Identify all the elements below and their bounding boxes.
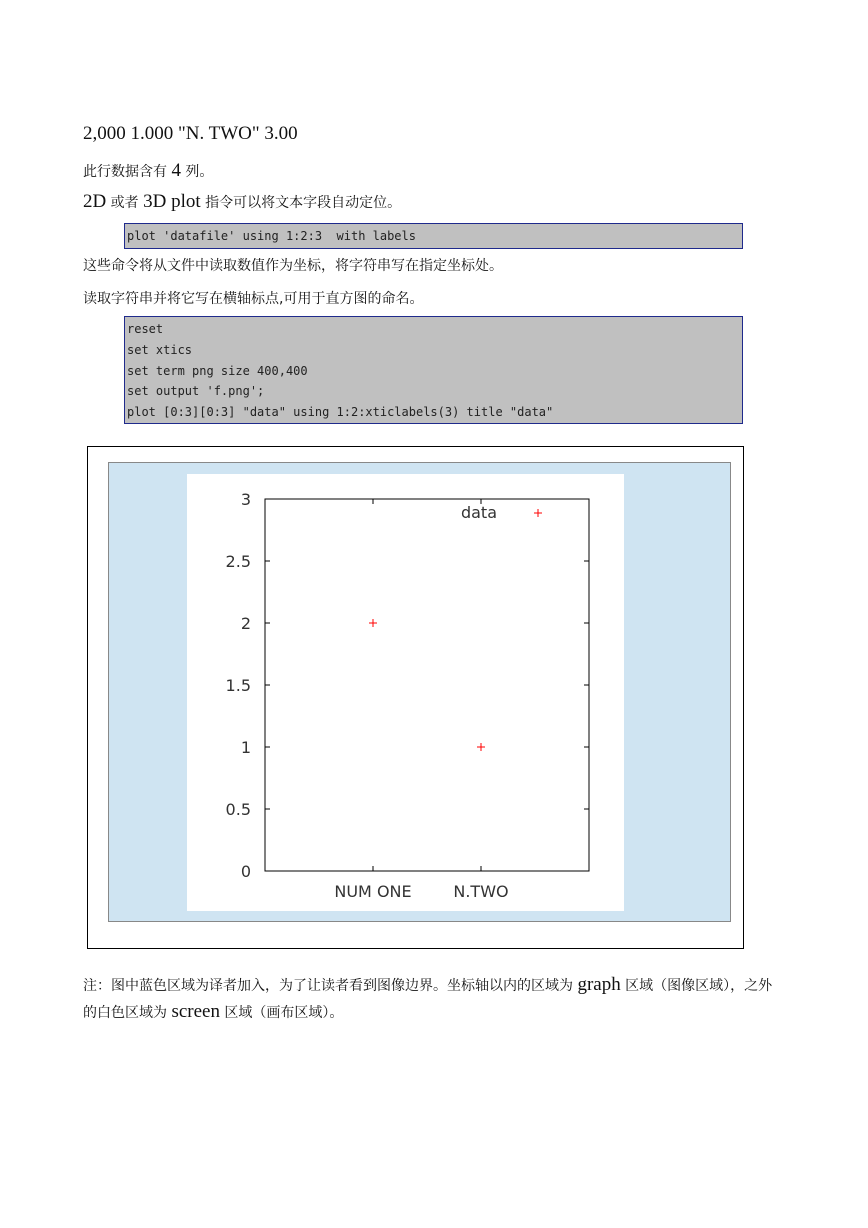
note-screen-word: screen [171, 1001, 220, 1022]
data-row-heading: 2,000 1.000 "N. TWO" 3.00 [83, 123, 298, 144]
paragraph-xticlabels: 读取字符串并将它写在横轴标点,可用于直方图的命名。 [83, 291, 424, 307]
para1-post: 列。 [180, 164, 214, 180]
code-block-xticlabels [124, 316, 743, 424]
paragraph-column-count [83, 160, 213, 182]
y-tick-label: 3 [240, 490, 251, 509]
code-line: plot [0:3][0:3] "data" using 1:2:xticlabels(3) title "data" [127, 405, 554, 420]
translator-note [83, 972, 773, 1026]
para2-rest: 指令可以将文本字段自动定位。 [200, 195, 402, 211]
legend-marker [534, 509, 542, 517]
code-block-labels [124, 223, 743, 249]
x-tick-label: N.TWO [453, 882, 509, 901]
paragraph-plot-commands [83, 191, 401, 213]
note-part1: 注：图中蓝色区域为译者加入，为了让读者看到图像边界。坐标轴以内的区域为 [83, 978, 578, 994]
code-line: set xtics [127, 342, 193, 357]
figure-blue-border-area [108, 462, 731, 922]
para2-3dplot: 3D plot [143, 191, 201, 212]
y-tick-label: 2.5 [225, 552, 251, 571]
scatter-chart [187, 474, 624, 911]
note-part3: 区域（画布区域）。 [219, 1005, 344, 1021]
note-part2: 区域（图像区域），之外的白色区域为 [83, 978, 773, 1021]
para2-2d: 2D [83, 191, 107, 212]
para2-or: 或者 [106, 195, 144, 211]
legend-label: data [460, 503, 497, 522]
code-line: set term png size 400,400 [127, 363, 308, 378]
y-tick-label: 0.5 [225, 800, 251, 819]
code-line: plot 'datafile' using 1:2:3 with labels [127, 229, 416, 243]
data-point [477, 743, 485, 751]
x-tick-label: NUM ONE [334, 882, 412, 901]
plot-border [265, 499, 589, 871]
code-line: set output 'f.png'; [127, 384, 265, 399]
figure-frame [87, 446, 744, 949]
para1-number: 4 [171, 160, 181, 181]
data-point [369, 619, 377, 627]
code-line: reset [127, 322, 164, 336]
y-tick-label: 0 [240, 862, 251, 881]
screen-area [187, 474, 624, 911]
para1-pre: 此行数据含有 [83, 164, 172, 180]
y-tick-label: 1.5 [225, 676, 251, 695]
paragraph-read-values: 这些命令将从文件中读取数值作为坐标，将字符串写在指定坐标处。 [83, 258, 503, 274]
note-graph-word: graph [577, 974, 621, 995]
y-tick-label: 2 [240, 614, 251, 633]
y-tick-label: 1 [240, 738, 251, 757]
